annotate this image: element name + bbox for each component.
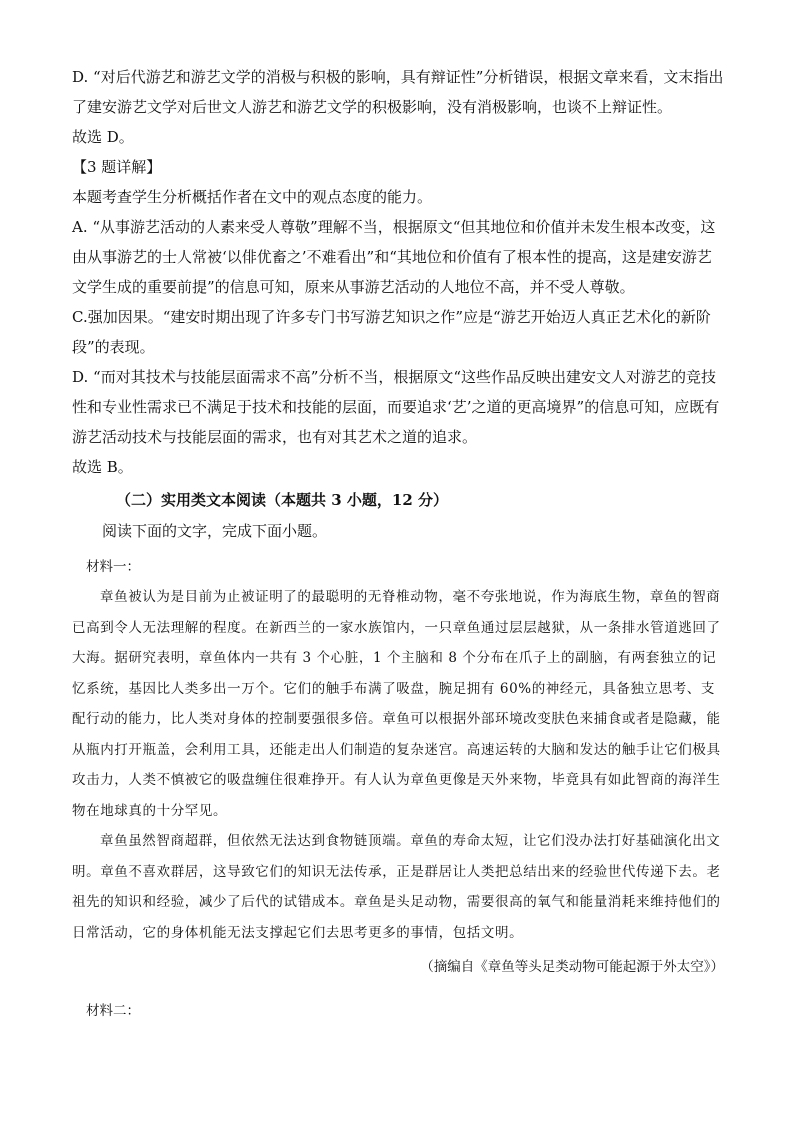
analysis-option-d: D. “对后代游艺和游艺文学的消极与积极的影响，具有辩证性”分析错误，根据文章来看，文末指出了建安游艺文学对后世文人游艺和游艺文学的积极影响，没有消极影响，也谈不上辩证性。 [72, 68, 724, 116]
question-3-intro: 本题考查学生分析概括作者在文中的观点态度的能力。 [72, 188, 433, 206]
answer-line-2: 故选 B。 [72, 458, 133, 476]
section-title: （二）实用类文本阅读（本题共 3 小题，12 分） [116, 491, 448, 509]
material-1-paragraph: 章鱼虽然智商超群，但依然无法达到食物链顶端。章鱼的寿命太短，让它们没办法打好基础演化出文明。章鱼不喜欢群居，这导致它们的知识无法传承，正是群居让人类把总结出来的经验世代传递下去。老祖先的知识和经验，减少了后代的试错成本。章鱼是头足动物，需要很高的氧气和能量消耗来维持他们的日常活动，它的身体机能无法支撑起它们去思考更多的事情，包括文明。 [72, 833, 721, 941]
material-1-source: （摘编自《章鱼等头足类动物可能起源于外太空》） [420, 959, 724, 975]
answer-line: 故选 D。 [72, 128, 134, 146]
analysis-option-c: C.强加因果。“建安时期出现了许多专门书写游艺知识之作”应是“游艺开始迈人真正艺术化的新阶段”的表现。 [72, 308, 711, 356]
question-3-heading: 【3 题详解】 [72, 158, 162, 176]
document-page [72, 62, 724, 1026]
material-2-label: 材料二： [86, 1003, 140, 1019]
material-1-paragraph: 章鱼被认为是目前为止被证明了的最聪明的无脊椎动物，毫不夸张地说，作为海底生物，章鱼的智商已高到令人无法理解的程度。在新西兰的一家水族馆内，一只章鱼通过层层越狱，从一条排水管道逃回了大海。据研究表明，章鱼体内一共有 3 个心脏，1 个主脑和 8 个分布在爪子上的副脑，有两套独立的记忆系统，基因比人类多出一万个。它们的触手布满了吸盘，腕足拥有 60%的神经元，具备独立思考、支配行动的能力，比人类对身体的控制要强很多倍。章鱼可以根据外部环境改变肤色来捕食或者是隐藏，能从瓶内打开瓶盖，会利用工具，还能走出人们制造的复杂迷宫。高速运转的大脑和发达的触手让它们极具攻击力，人类不慎被它的吸盘缠住很难挣开。有人认为章鱼更像是天外来物，毕竟具有如此智商的海洋生物在地球真的十分罕见。 [72, 589, 721, 819]
analysis-option-d-2: D. “而对其技术与技能层面需求不高”分析不当，根据原文“这些作品反映出建安文人对游艺的竞技性和专业性需求已不满足于技术和技能的层面，而要追求‘艺’之道的更高境界”的信息可知，应既有游艺活动技术与技能层面的需求，也有对其艺术之道的追求。 [72, 368, 720, 446]
reading-instruction: 阅读下面的文字，完成下面小题。 [102, 522, 328, 540]
material-1-label: 材料一： [86, 559, 140, 575]
analysis-option-a: A. “从事游艺活动的人素来受人尊敬”理解不当，根据原文“但其地位和价值并未发生根本改变，这由从事游艺的士人常被‘以俳优畜之’不难看出”和“其地位和价值有了根本性的提高，这是建安游艺文学生成的重要前提”的信息可知，原来从事游艺活动的人地位不高，并不受人尊敬。 [72, 218, 716, 296]
